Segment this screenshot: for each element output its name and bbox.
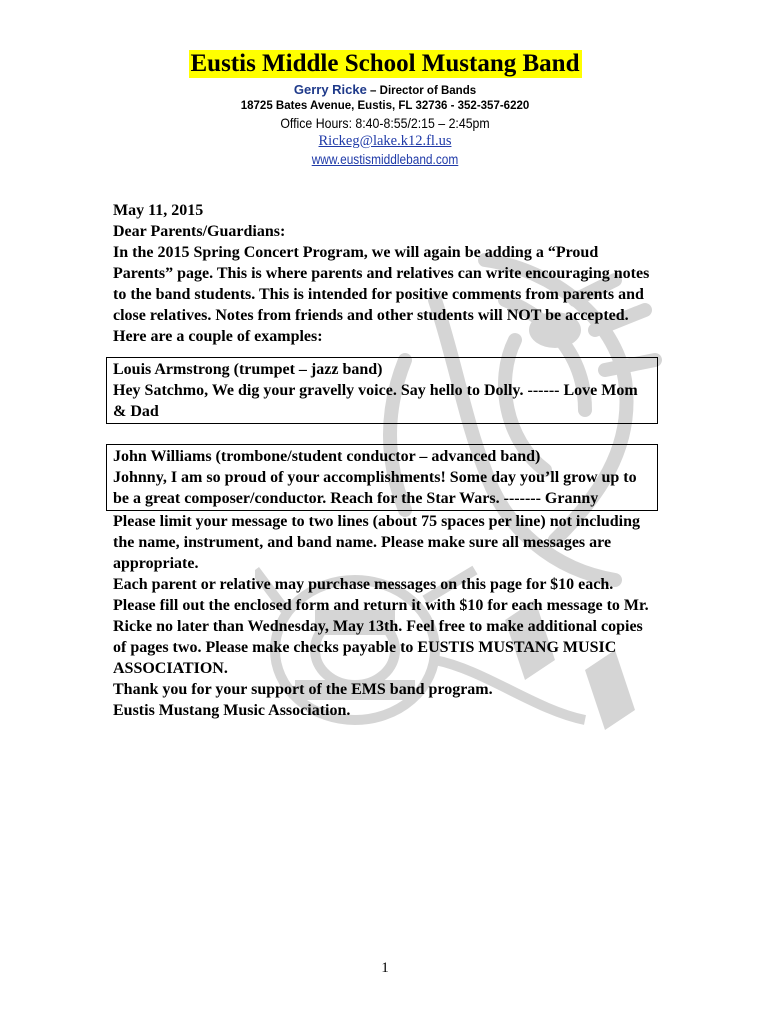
- example-message: Hey Satchmo, We dig your gravelly voice. Say hello to Dolly. ------ Love Mom & Dad: [113, 382, 638, 420]
- letter-date: May 11, 2015: [113, 202, 204, 219]
- website-link[interactable]: www.eustismiddleband.com: [311, 152, 459, 167]
- school-address: 18725 Bates Avenue, Eustis, FL 32736 - 352-357-6220: [240, 100, 530, 112]
- purchase-paragraph: Each parent or relative may purchase messages on this page for $10 each. Please fill out the enclosed form and return it with $10 for each message to Mr. Ricke no later than Wednesday, May 13th. Feel free to make additional copies of pages two. Please make checks payable to EUSTIS MUSTANG MUSIC ASSOCIATION.: [113, 576, 649, 677]
- page-title: Eustis Middle School Mustang Band: [190, 50, 580, 77]
- email-link[interactable]: Rickeg@lake.k12.fl.us: [318, 133, 452, 149]
- example-box: [106, 357, 658, 424]
- director-name: Gerry Ricke: [293, 82, 367, 97]
- limit-paragraph: Please limit your message to two lines (about 75 spaces per line) not including the name, instrument, and band name. Please make sure all messages are appropriate.: [113, 513, 640, 572]
- page-number: 1: [381, 960, 389, 976]
- example-box: [106, 444, 658, 511]
- example-heading: Louis Armstrong (trumpet – jazz band): [113, 361, 383, 378]
- director-line: [0, 82, 770, 97]
- thanks-line: Thank you for your support of the EMS band program.: [113, 681, 493, 698]
- signature-line: Eustis Mustang Music Association.: [113, 702, 351, 719]
- director-role: – Director of Bands: [366, 85, 477, 97]
- letterhead: [0, 50, 770, 167]
- intro-paragraph: In the 2015 Spring Concert Program, we will again be adding a “Proud Parents” page. This is where parents and relatives can write encouraging notes to the band students. This is intended for positive comments from parents and close relatives. Notes from friends and other students will NOT be accepted.: [113, 244, 650, 324]
- letter-body: [113, 200, 658, 721]
- example-message: Johnny, I am so proud of your accomplishments! Some day you’ll grow up to be a great composer/conductor. Reach for the Star Wars. ------- Granny: [113, 469, 637, 507]
- salutation: Dear Parents/Guardians:: [113, 223, 286, 240]
- office-hours: Office Hours: 8:40-8:55/2:15 – 2:45pm: [280, 115, 490, 131]
- example-heading: John Williams (trombone/student conductor – advanced band): [113, 448, 541, 465]
- examples-intro: Here are a couple of examples:: [113, 328, 323, 345]
